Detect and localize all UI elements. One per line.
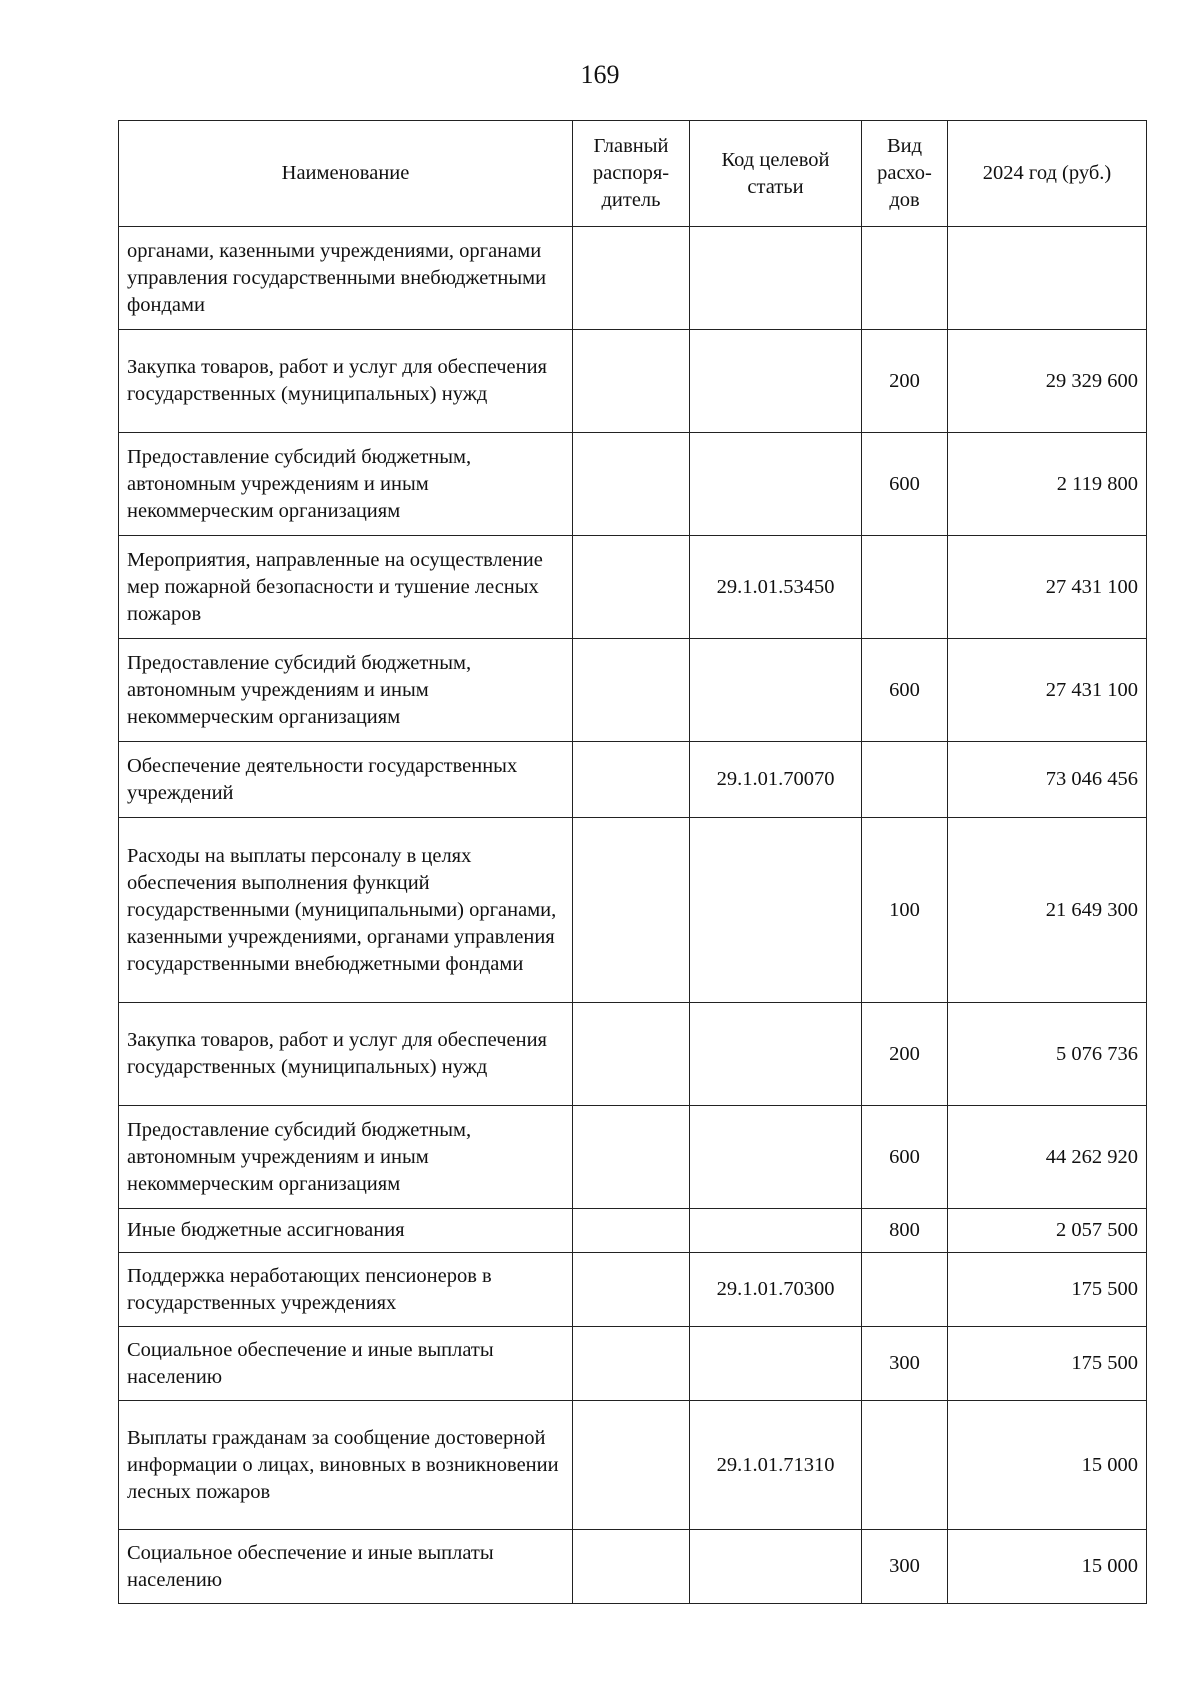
- row-name: Предоставление субсидий бюджетным, автономным учреждениям и иным некоммерческим организациям: [119, 433, 573, 536]
- row-code: [690, 1530, 862, 1604]
- row-chief: [573, 818, 690, 1003]
- row-chief: [573, 1209, 690, 1253]
- row-chief: [573, 1530, 690, 1604]
- row-code: 29.1.01.53450: [690, 536, 862, 639]
- row-amount: 29 329 600: [948, 330, 1147, 433]
- row-type: 200: [862, 330, 948, 433]
- row-code: 29.1.01.70070: [690, 742, 862, 818]
- row-chief: [573, 1106, 690, 1209]
- row-type: 300: [862, 1530, 948, 1604]
- row-code: 29.1.01.71310: [690, 1401, 862, 1530]
- table-row: [119, 1106, 1147, 1209]
- header-year-amount: 2024 год (руб.): [948, 121, 1147, 227]
- row-amount: 44 262 920: [948, 1106, 1147, 1209]
- row-code: [690, 818, 862, 1003]
- row-name: Предоставление субсидий бюджетным, автономным учреждениям и иным некоммерческим организациям: [119, 1106, 573, 1209]
- table-row: [119, 1327, 1147, 1401]
- table-row: [119, 1209, 1147, 1253]
- row-type: [862, 536, 948, 639]
- row-type: 600: [862, 433, 948, 536]
- row-code: [690, 1327, 862, 1401]
- table-header-row: [119, 121, 1147, 227]
- row-amount: 2 057 500: [948, 1209, 1147, 1253]
- table-row: [119, 1401, 1147, 1530]
- row-name: Закупка товаров, работ и услуг для обеспечения государственных (муниципальных) нужд: [119, 1003, 573, 1106]
- row-chief: [573, 330, 690, 433]
- row-code: [690, 1003, 862, 1106]
- row-amount: 15 000: [948, 1401, 1147, 1530]
- header-chief-manager: Главный распоря-дитель: [573, 121, 690, 227]
- row-amount: 27 431 100: [948, 536, 1147, 639]
- table-row: [119, 1003, 1147, 1106]
- row-amount: 2 119 800: [948, 433, 1147, 536]
- row-name: Поддержка неработающих пенсионеров в государственных учреждениях: [119, 1253, 573, 1327]
- row-name: Социальное обеспечение и иные выплаты населению: [119, 1530, 573, 1604]
- row-code: [690, 227, 862, 330]
- table-row: [119, 433, 1147, 536]
- row-chief: [573, 742, 690, 818]
- row-type: 300: [862, 1327, 948, 1401]
- row-code: [690, 1209, 862, 1253]
- table-row: [119, 330, 1147, 433]
- row-type: [862, 742, 948, 818]
- row-code: [690, 330, 862, 433]
- row-amount: 73 046 456: [948, 742, 1147, 818]
- row-name: Обеспечение деятельности государственных учреждений: [119, 742, 573, 818]
- table-row: [119, 639, 1147, 742]
- header-target-code: Код целевой статьи: [690, 121, 862, 227]
- row-name: Закупка товаров, работ и услуг для обеспечения государственных (муниципальных) нужд: [119, 330, 573, 433]
- row-chief: [573, 227, 690, 330]
- table-row: [119, 1530, 1147, 1604]
- page-number: 169: [580, 60, 620, 89]
- row-name: Мероприятия, направленные на осуществление мер пожарной безопасности и тушение лесных пожаров: [119, 536, 573, 639]
- row-code: 29.1.01.70300: [690, 1253, 862, 1327]
- row-name: Иные бюджетные ассигнования: [119, 1209, 573, 1253]
- row-type: 600: [862, 639, 948, 742]
- row-name: Выплаты гражданам за сообщение достоверной информации о лицах, виновных в возникновении лесных пожаров: [119, 1401, 573, 1530]
- row-chief: [573, 1401, 690, 1530]
- table-row: [119, 1253, 1147, 1327]
- row-name: Предоставление субсидий бюджетным, автономным учреждениям и иным некоммерческим организациям: [119, 639, 573, 742]
- row-code: [690, 433, 862, 536]
- row-name: органами, казенными учреждениями, органами управления государственными внебюджетными фондами: [119, 227, 573, 330]
- row-type: 800: [862, 1209, 948, 1253]
- table-row: [119, 536, 1147, 639]
- row-amount: 21 649 300: [948, 818, 1147, 1003]
- header-name: Наименование: [119, 121, 573, 227]
- row-code: [690, 639, 862, 742]
- row-code: [690, 1106, 862, 1209]
- row-amount: 15 000: [948, 1530, 1147, 1604]
- row-amount: [948, 227, 1147, 330]
- row-chief: [573, 639, 690, 742]
- row-chief: [573, 1003, 690, 1106]
- row-chief: [573, 1327, 690, 1401]
- row-type: [862, 1253, 948, 1327]
- row-type: 600: [862, 1106, 948, 1209]
- row-type: [862, 227, 948, 330]
- table-row: [119, 227, 1147, 330]
- row-type: 100: [862, 818, 948, 1003]
- row-name: Расходы на выплаты персоналу в целях обеспечения выполнения функций государственными (муниципальными) органами, казенными учреждениями, органами управления государственными внебюджетными фондами: [119, 818, 573, 1003]
- row-chief: [573, 536, 690, 639]
- row-type: 200: [862, 1003, 948, 1106]
- header-expense-type: Вид расхо-дов: [862, 121, 948, 227]
- row-amount: 5 076 736: [948, 1003, 1147, 1106]
- budget-table: [118, 120, 1147, 1604]
- row-chief: [573, 1253, 690, 1327]
- table-row: [119, 742, 1147, 818]
- row-chief: [573, 433, 690, 536]
- table-row: [119, 818, 1147, 1003]
- row-name: Социальное обеспечение и иные выплаты населению: [119, 1327, 573, 1401]
- row-amount: 175 500: [948, 1253, 1147, 1327]
- row-amount: 175 500: [948, 1327, 1147, 1401]
- row-type: [862, 1401, 948, 1530]
- row-amount: 27 431 100: [948, 639, 1147, 742]
